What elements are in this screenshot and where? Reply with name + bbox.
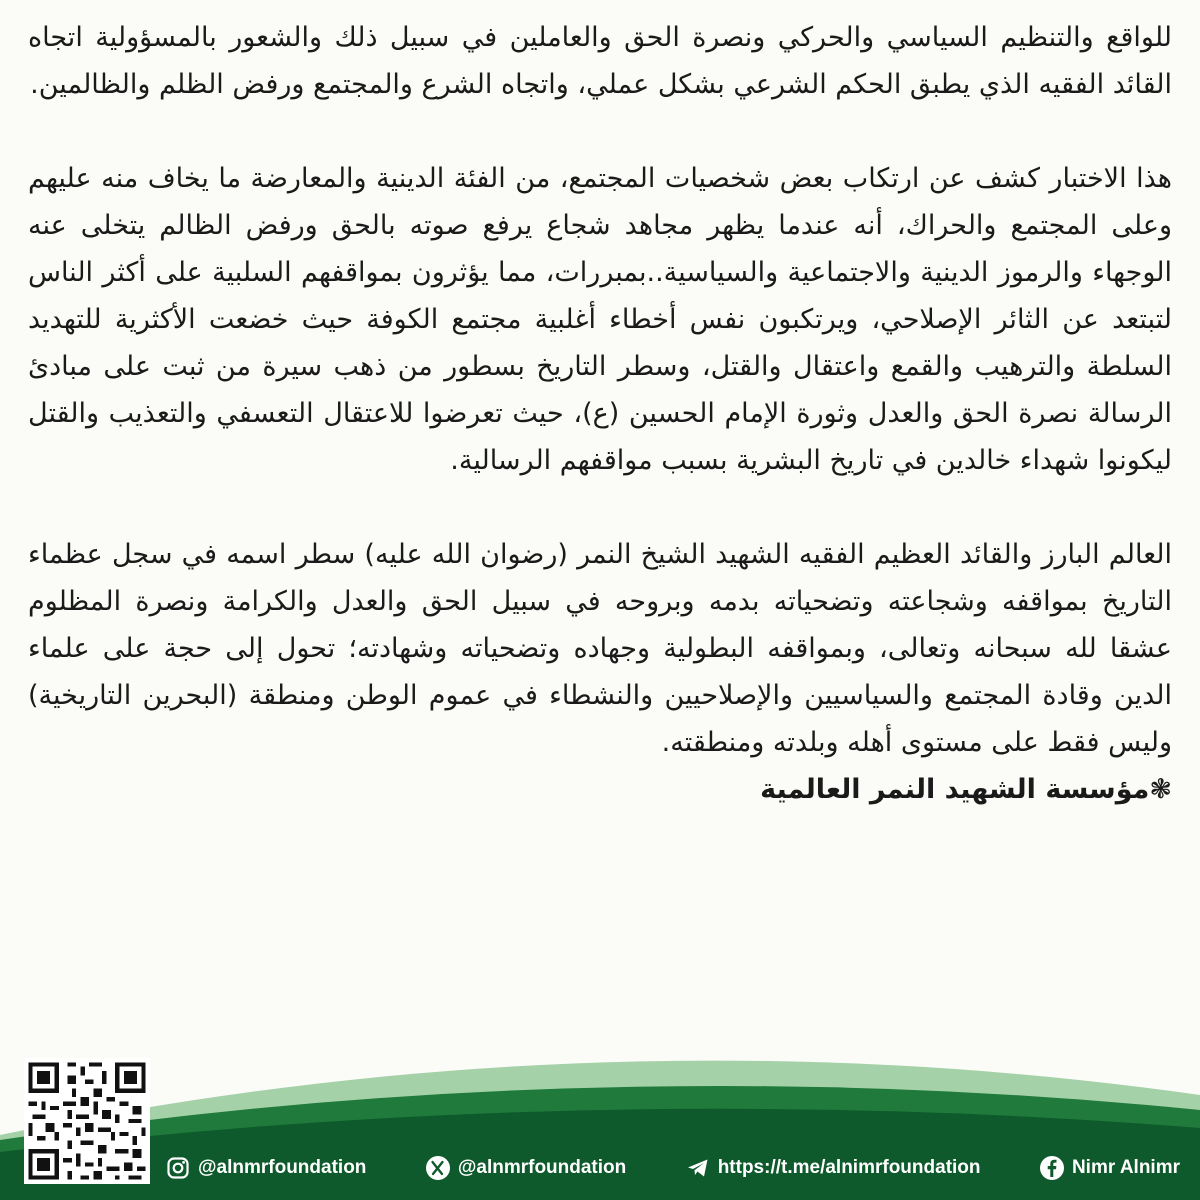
instagram-icon: [165, 1155, 191, 1181]
facebook-link[interactable]: [1039, 1155, 1180, 1181]
telegram-url: https://t.me/alnimrfoundation: [717, 1157, 981, 1178]
foundation-signature: ❃مؤسسة الشهيد النمر العالمية: [760, 774, 1172, 805]
instagram-link[interactable]: [165, 1155, 366, 1181]
paragraph-2: هذا الاختبار كشف عن ارتكاب بعض شخصيات المجتمع، من الفئة الدينية والمعارضة ما يخاف منه عليهم وعلى المجتمع والحراك، أنه عندما يظهر مجاهد شجاع يرفع صوته بالحق ورفض الظالم يتخلى عنه الوجهاء والرموز الدينية والاجتماعية والسياسية..بمبررات، مما يؤثرون بمواقفهم السلبية على أكثر الناس لتبتعد عن الثائر الإصلاحي، ويرتكبون نفس أخطاء أغلبية مجتمع الكوفة حيث خضعت الأكثرية للتهديد السلطة والترهيب والقمع واعتقال والقتل، وسطر التاريخ بسطور من ذهب سيرة من ثبت على مبادئ الرسالة نصرة الحق والعدل وثورة الإمام الحسين (ع)، حيث تعرضوا للاعتقال التعسفي والتعذيب والقتل ليكونوا شهداء خالدين في تاريخ البشرية بسبب مواقفهم الرسالية.: [28, 163, 1172, 476]
paragraph-1: للواقع والتنظيم السياسي والحركي ونصرة الحق والعاملين في سبيل ذلك والشعور بالمسؤولية اتجاه القائد الفقيه الذي يطبق الحكم الشرعي بشكل عملي، واتجاه الشرع والمجتمع ورفض الظلم والظالمين.: [28, 22, 1172, 100]
paragraph-3: العالم البارز والقائد العظيم الفقيه الشهيد الشيخ النمر (رضوان الله عليه) سطر اسمه في سجل عظماء التاريخ بمواقفه وشجاعته وتضحياته بدمه وبروحه في سبيل الحق والعدل والكرامة ونصرة المظلوم عشقا لله سبحانه وتعالى، وبمواقفه البطولية وجهاده وتضحياته وشهادته؛ تحول إلى حجة على علماء الدين وقادة المجتمع والسياسيين والإصلاحيين والنشطاء في عموم الوطن ومنطقة (البحرين التاريخية) وليس فقط على مستوى أهله وبلدته ومنطقته.: [28, 539, 1172, 758]
article-body: [28, 14, 1172, 813]
x-link[interactable]: [425, 1155, 626, 1181]
instagram-handle: @alnmrfoundation: [198, 1157, 367, 1178]
social-links: [165, 1148, 1180, 1188]
qr-code[interactable]: [24, 1058, 150, 1184]
facebook-icon: [1039, 1155, 1065, 1181]
x-handle: @alnmrfoundation: [457, 1157, 627, 1178]
telegram-link[interactable]: [685, 1155, 981, 1181]
facebook-name: Nimr Alnimr: [1071, 1157, 1180, 1178]
telegram-icon: [685, 1155, 711, 1181]
x-icon: [425, 1155, 451, 1181]
